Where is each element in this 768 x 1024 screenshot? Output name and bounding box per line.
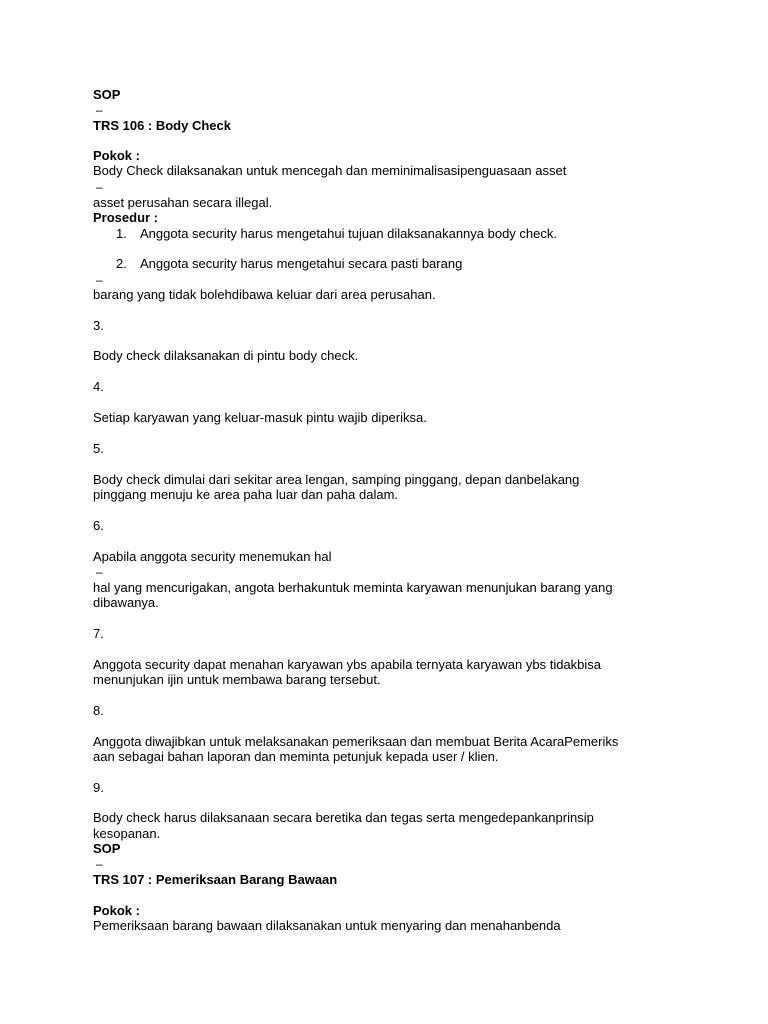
pokok-heading: Pokok : [93, 148, 140, 163]
sop-title: TRS 107 : Pemeriksaan Barang Bawaan [93, 872, 338, 887]
paragraph-line: Apabila anggota security menemukan hal [93, 549, 332, 564]
sop-heading: SOP [93, 841, 121, 856]
paragraph-line: asset perusahan secara illegal. [93, 195, 273, 210]
list-item-text: Anggota security harus mengetahui secara pasti barang [140, 256, 463, 271]
dash: – [96, 180, 103, 194]
prosedur-heading: Prosedur : [93, 210, 159, 225]
pokok-heading: Pokok : [93, 903, 140, 918]
dash: – [96, 565, 103, 579]
paragraph-line: Anggota security dapat menahan karyawan ybs apabila ternyata karyawan ybs tidakbisa [93, 657, 602, 672]
paragraph-line: barang yang tidak bolehdibawa keluar dari area perusahan. [93, 287, 436, 302]
list-number: 2. [116, 256, 127, 271]
paragraph-line: Body check dimulai dari sekitar area lengan, samping pinggang, depan danbelakang [93, 472, 580, 487]
list-number: 4. [93, 379, 104, 394]
dash: – [96, 273, 103, 287]
list-number: 9. [93, 780, 104, 795]
sop-title: TRS 106 : Body Check [93, 118, 231, 133]
paragraph-line: Pemeriksaan barang bawaan dilaksanakan untuk menyaring dan menahanbenda [93, 918, 561, 933]
list-number: 7. [93, 626, 104, 641]
paragraph-line: dibawanya. [93, 595, 159, 610]
dash: – [96, 103, 103, 117]
list-number: 6. [93, 518, 104, 533]
sop-heading: SOP [93, 87, 121, 102]
paragraph-line: Anggota diwajibkan untuk melaksanakan pemeriksaan dan membuat Berita AcaraPemeriks [93, 734, 619, 749]
list-number: 1. [116, 226, 127, 241]
list-number: 3. [93, 318, 104, 333]
paragraph-line: kesopanan. [93, 826, 161, 841]
paragraph-line: Body check dilaksanakan di pintu body check. [93, 348, 359, 363]
list-number: 5. [93, 441, 104, 456]
paragraph-line: hal yang mencurigakan, angota berhakuntuk meminta karyawan menunjukan barang yang [93, 580, 613, 595]
dash: – [96, 857, 103, 871]
list-number: 8. [93, 703, 104, 718]
paragraph-line: menunjukan ijin untuk membawa barang tersebut. [93, 672, 381, 687]
paragraph-line: pinggang menuju ke area paha luar dan paha dalam. [93, 487, 399, 502]
paragraph-line: Body Check dilaksanakan untuk mencegah dan meminimalisasipenguasaan asset [93, 163, 567, 178]
paragraph-line: Setiap karyawan yang keluar-masuk pintu wajib diperiksa. [93, 410, 427, 425]
list-item-text: Anggota security harus mengetahui tujuan dilaksanakannya body check. [140, 226, 557, 241]
paragraph-line: aan sebagai bahan laporan dan meminta petunjuk kepada user / klien. [93, 749, 499, 764]
paragraph-line: Body check harus dilaksanaan secara beretika dan tegas serta mengedepankanprinsip [93, 810, 594, 825]
